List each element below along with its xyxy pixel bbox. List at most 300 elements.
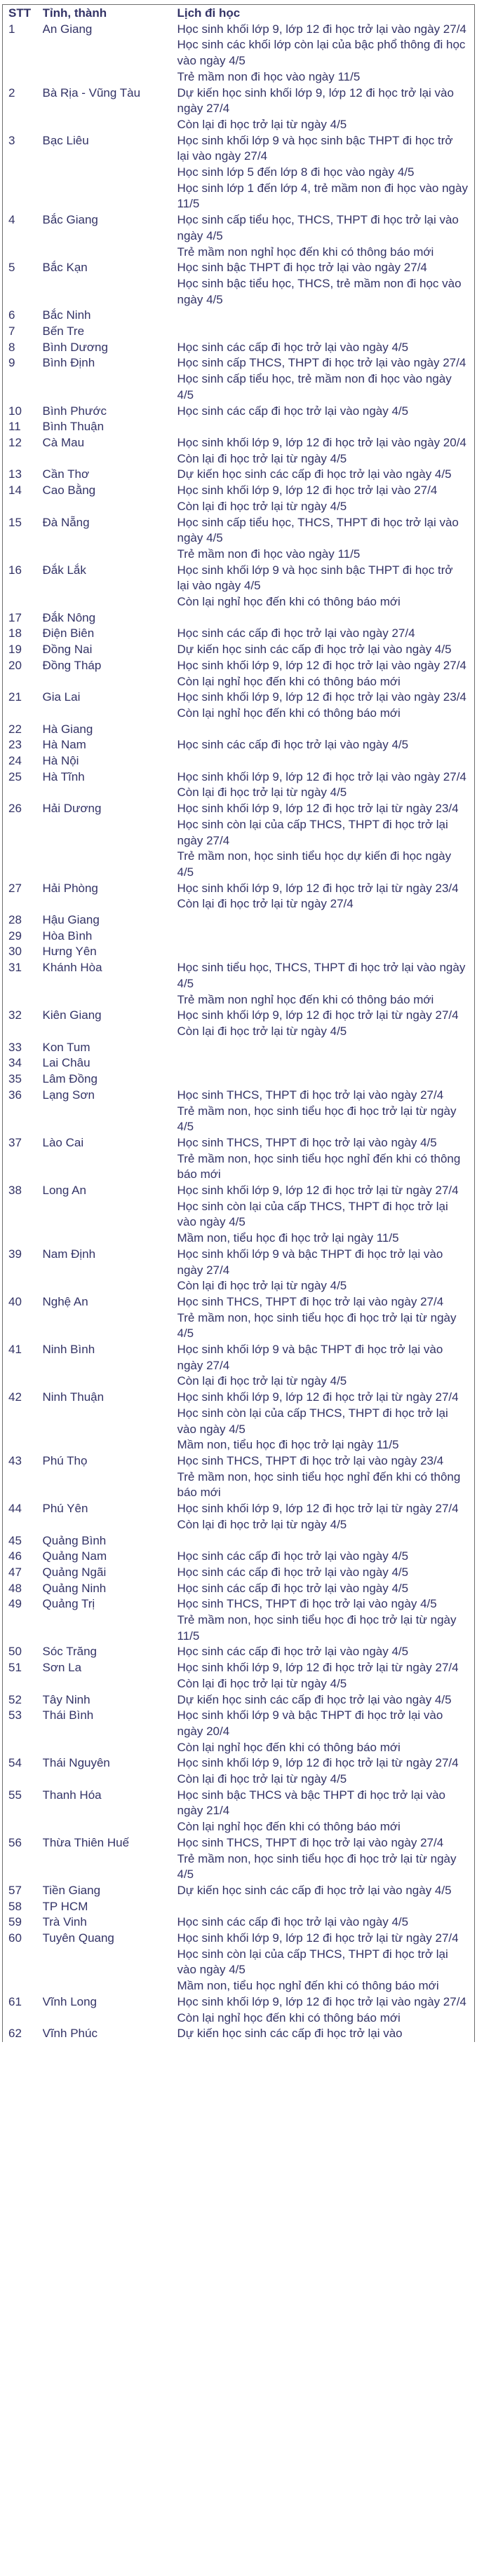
header-stt: STT [8,6,32,20]
row-stt: 44 [8,1502,22,1516]
schedule-item: Học sinh các cấp đi học trở lại vào ngày 4/5 [177,1549,409,1563]
schedule-item: Trẻ mầm non, học sinh tiểu học đi học trở lại từ ngày 4/5 [177,1851,457,1882]
row-province: Tuyên Quang [42,1931,114,1945]
row-schedule [177,133,475,213]
table-row [3,642,475,658]
row-schedule [177,753,475,769]
table-row [3,467,475,483]
row-province: Kiên Giang [42,1008,102,1022]
row-province: Quảng Nam [42,1549,107,1563]
row-province: Cà Mau [42,435,85,449]
schedule-item: Học sinh khối lớp 9, lớp 12 đi học trở lại vào ngày 27/4 [177,769,466,783]
row-province: Gia Lai [42,690,81,704]
row-stt: 10 [8,404,22,418]
schedule-item: Học sinh cấp tiểu học, THCS, THPT đi học trở lại vào ngày 4/5 [177,213,459,242]
row-stt: 58 [8,1899,22,1913]
row-schedule [177,260,475,308]
schedule-item: Học sinh khối lớp 9, lớp 12 đi học trở lại từ ngày 23/4 [177,881,459,895]
row-stt: 12 [8,435,22,449]
table-row [3,1071,475,1088]
table-row [3,1596,475,1644]
row-province: Ninh Thuận [42,1390,105,1404]
row-province: Bạc Liêu [42,133,89,147]
schedule-item: Học sinh cấp THCS, THPT đi học trở lại vào ngày 27/4 [177,356,466,370]
table-row [3,658,475,690]
row-schedule [177,1183,475,1247]
row-province: Sóc Trăng [42,1645,97,1659]
schedule-item: Mầm non, tiểu học đi học trở lại ngày 11/5 [177,1438,399,1452]
table-row [3,1660,475,1692]
table-row [3,1788,475,1835]
row-province: Lai Châu [42,1056,90,1070]
table-row [3,563,475,610]
table-row [3,85,475,133]
table-row [3,324,475,340]
schedule-item: Học sinh khối lớp 9, lớp 12 đi học trở lại từ ngày 27/4 [177,1184,459,1198]
schedule-item: Trẻ mầm non đi học vào ngày 11/5 [177,547,361,561]
row-stt: 8 [8,340,15,354]
row-stt: 52 [8,1692,22,1706]
table-row [3,753,475,769]
schedule-item: Học sinh các khối lớp còn lại của bậc phổ thông đi học vào ngày 4/5 [177,38,466,68]
row-province: Bến Tre [42,324,85,338]
row-stt: 31 [8,961,22,975]
schedule-item: Trẻ mầm non, học sinh tiểu học đi học trở lại từ ngày 11/5 [177,1613,457,1643]
row-stt: 41 [8,1343,22,1357]
row-stt: 62 [8,2027,22,2041]
table-row [3,1342,475,1390]
row-province: Đà Nẵng [42,515,90,529]
row-schedule [177,340,475,356]
schedule-item: Học sinh khối lớp 9, lớp 12 đi học trở lại vào ngày 23/4 [177,690,466,704]
row-stt: 32 [8,1008,22,1022]
schedule-item: Còn lại đi học trở lại từ ngày 4/5 [177,1279,347,1293]
row-province: Quảng Bình [42,1533,107,1547]
schedule-item: Dự kiến học sinh các cấp đi học trở lại vào ngày 4/5 [177,1883,452,1897]
schedule-item: Học sinh khối lớp 9, lớp 12 đi học trở lại vào ngày 27/4 [177,658,466,672]
schedule-item: Học sinh bậc THCS và bậc THPT đi học trở lại vào ngày 21/4 [177,1788,445,1818]
row-province: Bình Thuận [42,420,105,434]
row-province: Trà Vinh [42,1915,87,1929]
row-stt: 4 [8,213,15,227]
schedule-item: Học sinh các cấp đi học trở lại vào ngày 4/5 [177,1565,409,1579]
table-row [3,1294,475,1342]
table-row [3,435,475,467]
row-stt: 60 [8,1931,22,1945]
schedule-item: Trẻ mầm non nghỉ học đến khi có thông báo mới [177,992,434,1006]
row-province: Hà Nội [42,754,79,768]
row-stt: 23 [8,738,22,752]
schedule-item: Học sinh lớp 5 đến lớp 8 đi học vào ngày 4/5 [177,165,415,179]
table-row [3,1183,475,1247]
row-province: Lạng Sơn [42,1088,95,1102]
table-row [3,1247,475,1294]
row-province: Thái Nguyên [42,1756,110,1770]
schedule-item: Học sinh khối lớp 9, lớp 12 đi học trở lại vào ngày 20/4 [177,435,466,449]
row-schedule [177,1390,475,1453]
row-schedule [177,1247,475,1294]
row-schedule [177,1708,475,1755]
row-province: Ninh Bình [42,1343,95,1357]
schedule-item: Còn lại đi học trở lại từ ngày 4/5 [177,1676,347,1690]
row-schedule [177,324,475,340]
row-schedule [177,610,475,626]
table-row [3,912,475,929]
row-province: Hà Tĩnh [42,769,85,783]
row-schedule [177,1055,475,1071]
row-province: Bà Rịa - Vũng Tàu [42,85,141,100]
row-stt: 59 [8,1915,22,1929]
table-row [3,1008,475,1039]
row-schedule [177,801,475,881]
row-schedule [177,658,475,690]
row-schedule [177,355,475,403]
header-schedule: Lịch đi học [177,6,241,20]
schedule-item: Học sinh khối lớp 9 và bậc THPT đi học trở lại vào ngày 20/4 [177,1708,443,1738]
table-row [3,308,475,324]
schedule-item: Còn lại nghỉ học đến khi có thông báo mới [177,2010,401,2025]
row-schedule [177,1931,475,1994]
schedule-item: Học sinh khối lớp 9, lớp 12 đi học trở lại vào ngày 27/4 [177,22,466,36]
row-stt: 1 [8,22,15,36]
table-row [3,690,475,721]
schedule-item: Học sinh lớp 1 đến lớp 4, trẻ mầm non đi học vào ngày 11/5 [177,181,468,211]
row-province: Quảng Ngãi [42,1565,107,1579]
row-province: Kon Tum [42,1040,90,1054]
schedule-item: Học sinh còn lại của cấp THCS, THPT đi học trở lại vào ngày 4/5 [177,1406,448,1436]
row-stt: 55 [8,1788,22,1802]
row-stt: 61 [8,1994,22,2008]
row-stt: 24 [8,754,22,768]
row-stt: 48 [8,1581,22,1595]
schedule-item: Học sinh tiểu học, THCS, THPT đi học trở lại vào ngày 4/5 [177,961,466,990]
schedule-item: Học sinh THCS, THPT đi học trở lại vào ngày 23/4 [177,1453,444,1467]
row-province: Long An [42,1184,86,1198]
row-schedule [177,515,475,563]
schedule-item: Học sinh các cấp đi học trở lại vào ngày 4/5 [177,738,409,752]
row-stt: 46 [8,1549,22,1563]
table-row [3,483,475,514]
row-schedule [177,929,475,945]
schedule-item: Dự kiến học sinh khối lớp 9, lớp 12 đi học trở lại vào ngày 27/4 [177,85,454,116]
schedule-item: Học sinh khối lớp 9 và học sinh bậc THPT đi học trở lại vào ngày 27/4 [177,133,453,163]
row-schedule [177,642,475,658]
row-province: TP HCM [42,1899,88,1913]
table-body [3,22,475,2042]
schedule-item: Học sinh khối lớp 9 và bậc THPT đi học trở lại vào ngày 27/4 [177,1343,443,1372]
row-schedule [177,1660,475,1692]
row-stt: 9 [8,356,15,370]
row-schedule [177,690,475,721]
table-row [3,1708,475,1755]
row-schedule [177,1453,475,1501]
row-schedule [177,1994,475,2026]
row-province: Hưng Yên [42,945,97,959]
school-schedule-table [2,4,475,2042]
row-province: Hà Giang [42,722,93,736]
row-province: Đắk Nông [42,610,96,624]
schedule-item: Dự kiến học sinh các cấp đi học trở lại vào ngày 4/5 [177,1692,452,1706]
row-stt: 15 [8,515,22,529]
schedule-item: Dự kiến học sinh các cấp đi học trở lại vào [177,2027,403,2041]
schedule-item: Học sinh còn lại của cấp THCS, THPT đi học trở lại ngày 27/4 [177,817,448,847]
row-province: Lào Cai [42,1135,84,1149]
table-row [3,801,475,881]
schedule-item: Còn lại nghỉ học đến khi có thông báo mới [177,706,401,720]
table-row [3,1453,475,1501]
table-row [3,1565,475,1581]
row-province: Tiền Giang [42,1883,101,1897]
row-stt: 43 [8,1453,22,1467]
row-province: Bình Định [42,356,95,370]
row-province: Bắc Giang [42,213,98,227]
table-row [3,133,475,213]
row-stt: 33 [8,1040,22,1054]
schedule-item: Còn lại đi học trở lại từ ngày 4/5 [177,1517,347,1531]
row-province: Thanh Hóa [42,1788,102,1802]
row-province: Khánh Hòa [42,961,102,975]
table-row [3,1899,475,1915]
row-province: Thái Bình [42,1708,94,1722]
row-stt: 17 [8,610,22,624]
row-schedule [177,769,475,801]
schedule-item: Còn lại đi học trở lại từ ngày 4/5 [177,1025,347,1038]
row-schedule [177,1135,475,1183]
row-schedule [177,912,475,929]
row-stt: 50 [8,1645,22,1659]
row-stt: 35 [8,1072,22,1086]
table-row [3,22,475,85]
schedule-item: Còn lại đi học trở lại từ ngày 4/5 [177,451,347,465]
schedule-item: Trẻ mầm non, học sinh tiểu học nghỉ đến khi có thông báo mới [177,1151,461,1181]
table-row [3,1914,475,1931]
schedule-item: Học sinh THCS, THPT đi học trở lại vào ngày 27/4 [177,1835,444,1849]
table-row [3,1994,475,2026]
row-schedule [177,1071,475,1088]
row-province: Bắc Ninh [42,308,91,322]
row-province: Vĩnh Long [42,1994,98,2008]
schedule-item: Học sinh THCS, THPT đi học trở lại vào ngày 27/4 [177,1294,444,1308]
schedule-item: Học sinh khối lớp 9 và bậc THPT đi học trở lại vào ngày 27/4 [177,1247,443,1277]
row-stt: 38 [8,1184,22,1198]
schedule-item: Học sinh khối lớp 9, lớp 12 đi học trở lại từ ngày 23/4 [177,802,459,816]
schedule-item: Dự kiến học sinh các cấp đi học trở lại vào ngày 4/5 [177,643,452,657]
row-province: Đắk Lắk [42,563,86,577]
row-schedule [177,1644,475,1660]
row-stt: 30 [8,945,22,959]
row-stt: 25 [8,769,22,783]
table-row [3,355,475,403]
schedule-item: Mầm non, tiểu học đi học trở lại ngày 11/5 [177,1231,399,1245]
row-province: Nghệ An [42,1294,88,1308]
row-schedule [177,419,475,435]
row-schedule [177,1533,475,1549]
schedule-item: Học sinh THCS, THPT đi học trở lại vào ngày 27/4 [177,1088,444,1102]
schedule-item: Còn lại đi học trở lại từ ngày 4/5 [177,786,347,800]
schedule-item: Học sinh khối lớp 9, lớp 12 đi học trở lại từ ngày 27/4 [177,1008,459,1022]
table-row [3,610,475,626]
row-schedule [177,1596,475,1644]
schedule-item: Trẻ mầm non đi học vào ngày 11/5 [177,69,361,83]
row-schedule [177,1788,475,1835]
row-stt: 29 [8,929,22,943]
table-row [3,944,475,960]
table-row [3,1088,475,1135]
table-row [3,1581,475,1597]
schedule-item: Học sinh cấp tiểu học, THCS, THPT đi học trở lại vào ngày 4/5 [177,515,459,545]
row-province: Phú Thọ [42,1453,88,1467]
row-province: Sơn La [42,1661,82,1675]
row-stt: 16 [8,563,22,577]
schedule-item: Học sinh khối lớp 9, lớp 12 đi học trở lại từ ngày 27/4 [177,1756,459,1770]
schedule-item: Học sinh THCS, THPT đi học trở lại vào ngày 4/5 [177,1135,437,1149]
row-schedule [177,960,475,1008]
schedule-item: Học sinh các cấp đi học trở lại vào ngày 4/5 [177,404,409,418]
schedule-item: Học sinh bậc tiểu học, THCS, trẻ mầm non đi học vào ngày 4/5 [177,276,462,306]
row-schedule [177,1835,475,1883]
schedule-item: Còn lại đi học trở lại từ ngày 4/5 [177,117,347,131]
row-province: Hòa Bình [42,929,93,943]
row-stt: 26 [8,802,22,816]
row-stt: 27 [8,881,22,895]
table-header-row [3,5,475,22]
row-province: Bắc Kạn [42,261,88,275]
row-province: Quảng Ninh [42,1581,107,1595]
row-stt: 53 [8,1708,22,1722]
schedule-item: Học sinh THCS, THPT đi học trở lại vào ngày 4/5 [177,1597,437,1611]
row-stt: 18 [8,626,22,640]
schedule-item: Học sinh khối lớp 9, lớp 12 đi học trở lại từ ngày 27/4 [177,1931,459,1945]
schedule-item: Học sinh các cấp đi học trở lại vào ngày 27/4 [177,626,415,640]
row-schedule [177,1581,475,1597]
table-row [3,1835,475,1883]
row-schedule [177,404,475,420]
row-schedule [177,1549,475,1565]
schedule-item: Dự kiến học sinh các cấp đi học trở lại vào ngày 4/5 [177,467,452,481]
schedule-item: Còn lại đi học trở lại từ ngày 4/5 [177,1374,347,1388]
row-schedule [177,563,475,610]
schedule-item: Học sinh khối lớp 9 và học sinh bậc THPT đi học trở lại vào ngày 4/5 [177,563,453,593]
table-row [3,1549,475,1565]
row-schedule [177,1899,475,1915]
schedule-item: Trẻ mầm non, học sinh tiểu học đi học trở lại từ ngày 4/5 [177,1104,457,1134]
schedule-item: Còn lại đi học trở lại từ ngày 4/5 [177,499,347,513]
row-province: Tây Ninh [42,1692,90,1706]
table-row [3,340,475,356]
table-row [3,419,475,435]
table-row [3,929,475,945]
table-row [3,404,475,420]
row-schedule [177,1088,475,1135]
row-schedule [177,435,475,467]
row-province: Đồng Tháp [42,658,102,672]
table-row [3,737,475,753]
row-schedule [177,2026,475,2042]
table-row [3,1883,475,1899]
row-schedule [177,1692,475,1708]
row-province: Hà Nam [42,738,86,752]
row-stt: 40 [8,1294,22,1308]
schedule-item: Học sinh khối lớp 9, lớp 12 đi học trở lại vào ngày 27/4 [177,1994,466,2008]
row-stt: 51 [8,1661,22,1675]
schedule-item: Còn lại đi học trở lại từ ngày 4/5 [177,1772,347,1786]
schedule-item: Trẻ mầm non, học sinh tiểu học dự kiến đi học ngày 4/5 [177,849,452,879]
row-stt: 37 [8,1135,22,1149]
row-province: Cao Bằng [42,484,96,498]
row-schedule [177,1755,475,1787]
table-row [3,2026,475,2042]
row-stt: 56 [8,1835,22,1849]
row-schedule [177,722,475,738]
row-schedule [177,308,475,324]
row-schedule [177,483,475,514]
table-row [3,1755,475,1787]
table-row [3,960,475,1008]
table-row [3,1135,475,1183]
row-stt: 39 [8,1247,22,1261]
row-stt: 6 [8,308,15,322]
table-row [3,769,475,801]
row-schedule [177,1501,475,1533]
row-schedule [177,212,475,260]
schedule-item: Học sinh các cấp đi học trở lại vào ngày 4/5 [177,1645,409,1659]
row-stt: 36 [8,1088,22,1102]
row-stt: 49 [8,1597,22,1611]
table-row [3,1533,475,1549]
row-schedule [177,85,475,133]
row-stt: 47 [8,1565,22,1579]
schedule-item: Mầm non, tiểu học nghỉ đến khi có thông báo mới [177,1979,439,1993]
row-province: Lâm Đồng [42,1072,98,1086]
row-schedule [177,944,475,960]
table-row [3,212,475,260]
row-schedule [177,1294,475,1342]
table-row [3,881,475,912]
row-province: Vĩnh Phúc [42,2027,98,2041]
schedule-item: Trẻ mầm non, học sinh tiểu học đi học trở lại từ ngày 4/5 [177,1310,457,1341]
schedule-item: Học sinh khối lớp 9, lớp 12 đi học trở lại vào 27/4 [177,484,438,498]
row-stt: 42 [8,1390,22,1404]
table-row [3,1390,475,1453]
schedule-item: Còn lại nghỉ học đến khi có thông báo mới [177,674,401,688]
schedule-item: Còn lại nghỉ học đến khi có thông báo mới [177,595,401,609]
row-stt: 19 [8,643,22,657]
row-province: An Giang [42,22,93,36]
row-stt: 5 [8,261,15,275]
row-province: Bình Phước [42,404,107,418]
row-stt: 3 [8,133,15,147]
row-province: Bình Dương [42,340,108,354]
schedule-item: Trẻ mầm non nghỉ học đến khi có thông báo mới [177,245,434,259]
table-row [3,1040,475,1056]
row-schedule [177,626,475,642]
table-row [3,626,475,642]
row-stt: 34 [8,1056,22,1070]
row-schedule [177,1914,475,1931]
schedule-item: Học sinh khối lớp 9, lớp 12 đi học trở lại từ ngày 27/4 [177,1502,459,1516]
table-row [3,260,475,308]
row-schedule [177,1565,475,1581]
row-schedule [177,1883,475,1899]
row-schedule [177,881,475,912]
row-stt: 28 [8,913,22,927]
schedule-item: Học sinh còn lại của cấp THCS, THPT đi học trở lại vào ngày 4/5 [177,1199,448,1229]
table-row [3,1501,475,1533]
schedule-item: Học sinh khối lớp 9, lớp 12 đi học trở lại từ ngày 27/4 [177,1661,459,1675]
table-row [3,722,475,738]
schedule-item: Học sinh các cấp đi học trở lại vào ngày 4/5 [177,340,409,354]
table-row [3,1692,475,1708]
